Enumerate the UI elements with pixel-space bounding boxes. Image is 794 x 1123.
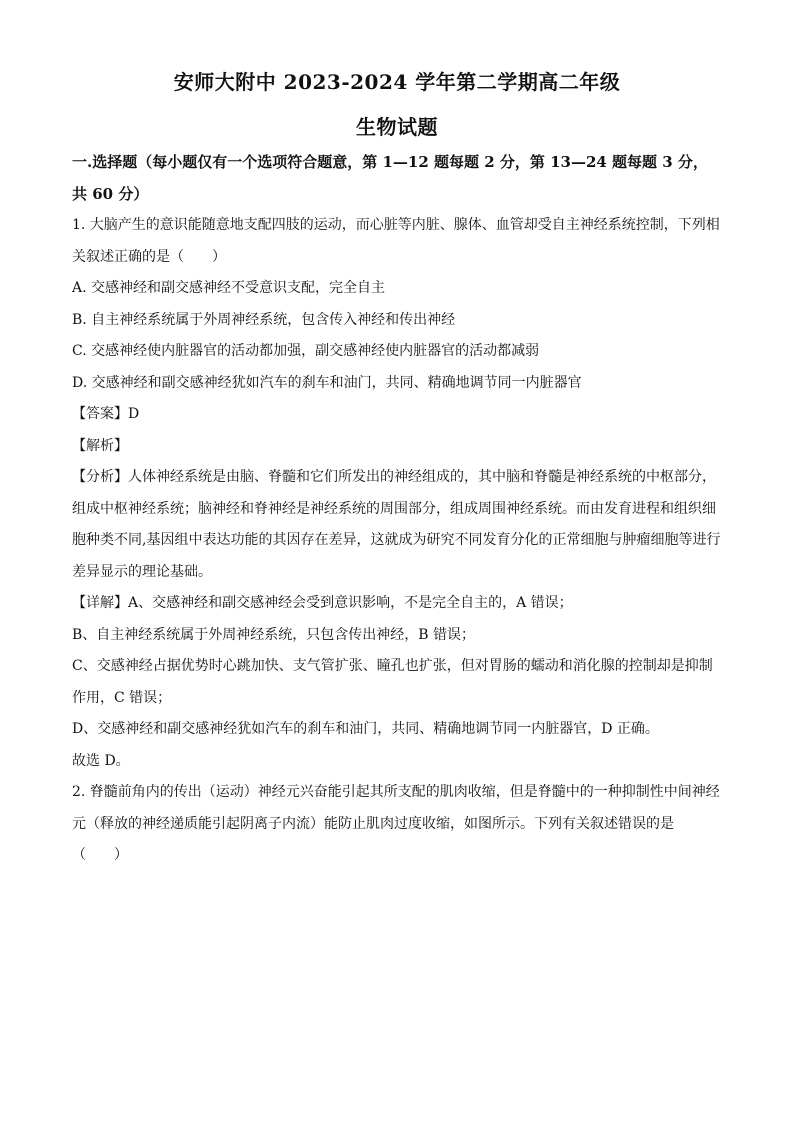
question-2-stem-line-2: 元（释放的神经递质能引起阴离子内流）能防止肌肉过度收缩，如图所示。下列有关叙述错误的是 — [72, 815, 674, 832]
section-heading-line-1: 一.选择题（每小题仅有一个选项符合题意，第 1—12 题每题 2 分，第 13—24 题每题 3 分， — [72, 153, 708, 171]
question-1-option-c: C. 交感神经使内脏器官的活动都加强，副交感神经使内脏器官的活动都减弱 — [72, 343, 540, 359]
question-1-detail-a: 【详解】A、交感神经和副交感神经会受到意识影响，不是完全自主的，A 错误； — [72, 595, 573, 611]
question-1-conclusion: 故选 D。 — [72, 752, 130, 769]
question-1-answer: 【答案】D — [72, 406, 140, 422]
question-1-detail-d: D、交感神经和副交感神经犹如汽车的刹车和油门，共同、精确地调节同一内脏器官，D 正确。 — [72, 721, 659, 737]
question-1-option-b: B. 自主神经系统属于外周神经系统，包含传入神经和传出神经 — [72, 311, 456, 328]
question-1-analysis-line-4: 差异显示的理论基础。 — [72, 563, 212, 580]
question-1-detail-b: B、自主神经系统属于外周神经系统，只包含传出神经，B 错误； — [72, 626, 476, 643]
question-2-stem-line-3: （ ） — [72, 847, 128, 863]
question-1-option-a: A. 交感神经和副交感神经不受意识支配，完全自主 — [72, 280, 386, 296]
question-1-analysis-line-2: 组成中枢神经系统；脑神经和脊神经是神经系统的周围部分，组成周围神经系统。而由发育进程和组织细 — [72, 500, 716, 517]
question-1-analysis-line-1: 【分析】人体神经系统是由脑、脊髓和它们所发出的神经组成的，其中脑和脊髓是神经系统的中枢部分， — [72, 469, 716, 485]
question-1-option-d: D. 交感神经和副交感神经犹如汽车的刹车和油门，共同、精确地调节同一内脏器官 — [72, 374, 582, 391]
question-1-analysis-line-3: 胞种类不同,基因组中表达功能的其因存在差异，这就成为研究不同发育分化的正常细胞与肿瘤细胞等进行 — [72, 532, 721, 548]
page-title: 安师大附中 2023-2024 学年第二学期高二年级 — [173, 70, 621, 94]
document-body — [72, 147, 722, 872]
page-subtitle: 生物试题 — [356, 115, 438, 139]
question-1-stem-line-2: 关叙述正确的是（ ） — [72, 248, 226, 265]
question-2-stem-line-1: 2. 脊髓前角内的传出（运动）神经元兴奋能引起其所支配的肌肉收缩，但是脊髓中的一种抑制性中间神经 — [72, 784, 720, 800]
question-1-analysis-label: 【解析】 — [72, 437, 128, 454]
question-1-detail-c-line-1: C、交感神经占据优势时心跳加快、支气管扩张、瞳孔也扩张，但对胃肠的蠕动和消化腺的控制却是抑制 — [72, 658, 713, 674]
question-1-stem-line-1: 1. 大脑产生的意识能随意地支配四肢的运动，而心脏等内脏、腺体、血管却受自主神经系统控制，下列相 — [72, 217, 720, 233]
section-heading-line-2: 共 60 分） — [72, 184, 149, 203]
question-1-detail-c-line-2: 作用，C 错误； — [72, 689, 172, 706]
